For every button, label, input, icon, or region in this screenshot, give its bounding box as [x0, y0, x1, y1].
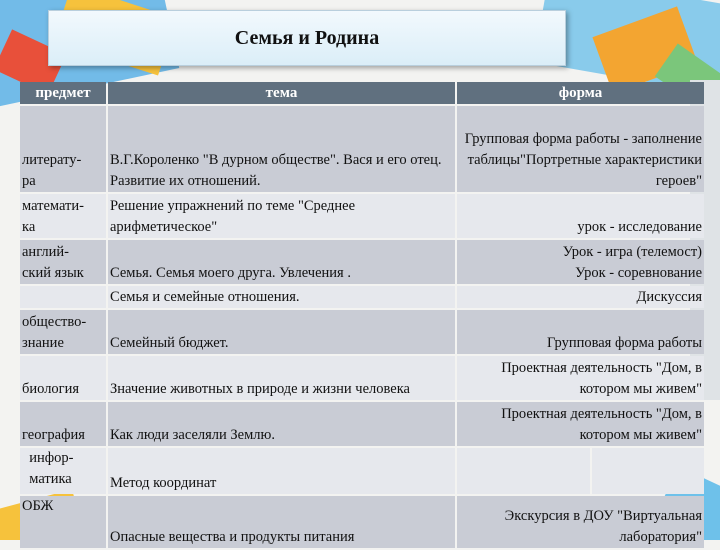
cell-form: Групповая форма работы - заполнение таблицы"Портретные характеристики героев": [457, 106, 704, 192]
table-row: [20, 194, 704, 238]
table-row: [20, 240, 704, 284]
table-row: [20, 402, 704, 446]
cell-topic: Решение упражнений по теме "Среднее арифметическое": [108, 194, 455, 238]
cell-topic: Семейный бюджет.: [108, 310, 455, 354]
cell-subject: математи- ка: [20, 194, 106, 238]
table-row: [20, 356, 704, 400]
cell-form: Урок - игра (телемост) Урок - соревнование: [457, 240, 704, 284]
table-header: [20, 82, 704, 104]
cell-form-split: [457, 448, 704, 494]
cell-topic: Опасные вещества и продукты питания: [108, 496, 455, 548]
table-row: [20, 286, 704, 308]
cell-subject: биология: [20, 356, 106, 400]
cell-form: Экскурсия в ДОУ "Виртуальная лаборатория": [457, 496, 704, 548]
cell-form: Проектная деятельность "Дом, в котором мы живем": [457, 356, 704, 400]
cell-subject: литерату- ра: [20, 106, 106, 192]
topics-table: [18, 80, 706, 545]
cell-topic: Значение животных в природе и жизни человека: [108, 356, 455, 400]
cell-topic: В.Г.Короленко "В дурном обществе". Вася и его отец. Развитие их отношений.: [108, 106, 455, 192]
cell-topic: Метод координат: [108, 448, 455, 494]
cell-topic: Как люди заселяли Землю.: [108, 402, 455, 446]
header-form: форма: [457, 82, 704, 104]
cell-subject: [20, 286, 106, 308]
cell-topic: Семья и семейные отношения.: [108, 286, 455, 308]
cell-subject: география: [20, 402, 106, 446]
title-box: [48, 10, 566, 66]
cell-form: Дискуссия: [457, 286, 704, 308]
cell-form: урок - исследование: [457, 194, 704, 238]
cell-subject: общество- знание: [20, 310, 106, 354]
cell-subject: инфор- матика: [20, 448, 106, 494]
cell-form: Проектная деятельность "Дом, в котором мы живем": [457, 402, 704, 446]
table-row: [20, 496, 704, 548]
header-topic: тема: [108, 82, 455, 104]
table-row: [20, 106, 704, 192]
cell-form: Групповая форма работы: [457, 310, 704, 354]
page-title: Семья и Родина: [234, 26, 380, 49]
table-row: [20, 310, 704, 354]
cell-subject: англий- ский язык: [20, 240, 106, 284]
header-subject: предмет: [20, 82, 106, 104]
cell-subject: ОБЖ: [20, 496, 106, 548]
table-row: [20, 448, 704, 494]
cell-topic: Семья. Семья моего друга. Увлечения .: [108, 240, 455, 284]
